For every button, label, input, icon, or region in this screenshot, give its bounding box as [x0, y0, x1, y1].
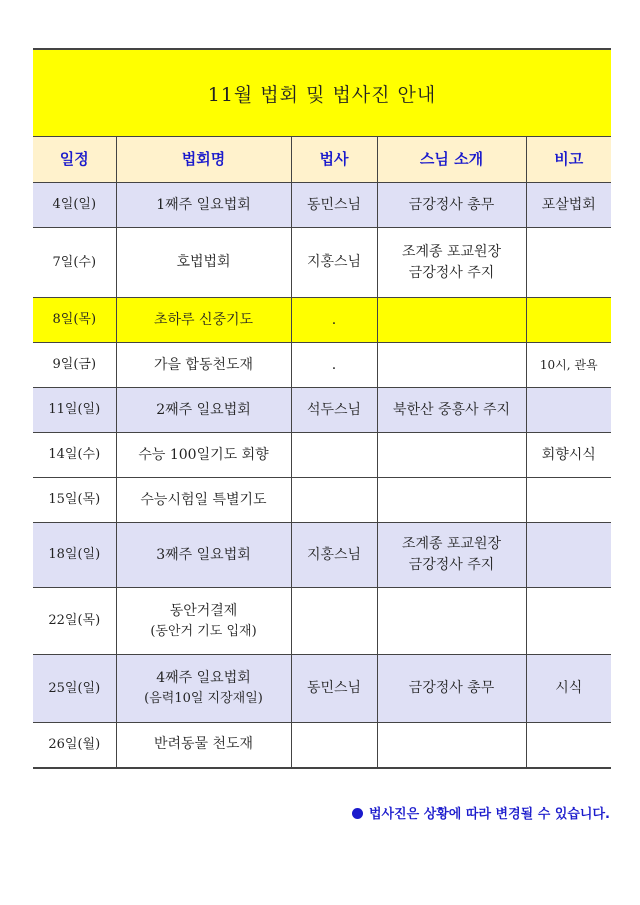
cell-event [116, 298, 291, 343]
cell-intro [377, 343, 526, 388]
cell-intro-text: 금강정사 총무 [408, 196, 495, 213]
cell-monk [291, 723, 377, 768]
cell-note [526, 183, 611, 228]
cell-event-text: 3째주 일요법회 [156, 546, 251, 563]
cell-intro [377, 433, 526, 478]
cell-date-text: 7일(수) [52, 254, 97, 270]
header-intro: 스님 소개 [377, 137, 526, 183]
cell-intro-text: 조계종 포교원장 [401, 243, 502, 260]
cell-intro [377, 183, 526, 228]
cell-intro [377, 655, 526, 723]
cell-note [526, 588, 611, 655]
cell-event [116, 655, 291, 723]
cell-event [116, 388, 291, 433]
cell-note [526, 388, 611, 433]
header-date: 일정 [33, 137, 116, 183]
cell-event-text: 호법법회 [176, 254, 231, 270]
cell-monk-text: 석두스님 [306, 401, 362, 418]
table-row [33, 655, 611, 723]
cell-note-text: 포살법회 [541, 196, 596, 213]
cell-date [33, 228, 116, 298]
cell-note [526, 298, 611, 343]
cell-date [33, 588, 116, 655]
cell-event-text: 4째주 일요법회 [156, 670, 251, 687]
table-row [33, 523, 611, 588]
cell-date-text: 26일(월) [48, 737, 101, 752]
cell-intro-text-2: 금강정사 주지 [408, 264, 495, 281]
cell-date-text: 15일(목) [48, 492, 101, 508]
cell-intro-text-2: 금강정사 주지 [408, 557, 495, 573]
table-row [33, 723, 611, 768]
cell-event [116, 723, 291, 768]
cell-event-text: 1째주 일요법회 [156, 196, 251, 213]
cell-intro [377, 723, 526, 768]
cell-event-text: 2째주 일요법회 [156, 401, 251, 418]
cell-monk [291, 588, 377, 655]
cell-note [526, 228, 611, 298]
header-monk: 법사 [291, 137, 377, 183]
cell-date [33, 298, 116, 343]
cell-monk-text: 동민스님 [306, 196, 362, 213]
cell-monk [291, 343, 377, 388]
cell-date [33, 478, 116, 523]
cell-date-text: 4일(일) [52, 197, 97, 213]
footnote [352, 803, 610, 822]
cell-date-text: 11일(일) [48, 402, 101, 418]
cell-event [116, 588, 291, 655]
cell-date-text: 14일(수) [48, 447, 101, 463]
cell-monk [291, 433, 377, 478]
table-row [33, 228, 611, 298]
cell-date [33, 723, 116, 768]
cell-note-text: 시식 [555, 680, 583, 696]
cell-note [526, 723, 611, 768]
cell-date [33, 433, 116, 478]
page-title: 11월 법회 및 법사진 안내 [33, 48, 611, 137]
table-row [33, 388, 611, 433]
cell-event-text: 가을 합동천도재 [153, 356, 254, 373]
cell-event-text: 초하루 신중기도 [153, 311, 254, 328]
cell-date [33, 343, 116, 388]
cell-note [526, 478, 611, 523]
table-row [33, 433, 611, 478]
cell-date [33, 655, 116, 723]
footnote-text: 법사진은 상황에 따라 변경될 수 있습니다. [368, 807, 610, 822]
cell-event-text: 수능 100일기도 회향 [138, 446, 269, 463]
cell-date [33, 523, 116, 588]
cell-date-text: 18일(일) [48, 547, 101, 563]
cell-event-text: 반려동물 천도재 [153, 736, 254, 753]
cell-date-text: 9일(금) [52, 357, 97, 373]
bullet-icon [352, 808, 363, 819]
cell-date-text: 25일(일) [48, 680, 101, 696]
cell-monk [291, 523, 377, 588]
cell-intro [377, 388, 526, 433]
cell-monk [291, 228, 377, 298]
cell-event-text-2: (동안거 기도 입재) [150, 623, 257, 639]
cell-intro [377, 228, 526, 298]
cell-event [116, 433, 291, 478]
cell-monk [291, 388, 377, 433]
cell-intro [377, 478, 526, 523]
cell-event [116, 183, 291, 228]
cell-event-text-2: (음력10일 지장재일) [144, 691, 263, 707]
table-header-row [33, 137, 611, 183]
cell-intro [377, 523, 526, 588]
header-event: 법회명 [116, 137, 291, 183]
cell-intro-text: 북한산 중흥사 주지 [392, 401, 511, 418]
cell-monk [291, 655, 377, 723]
cell-intro-text: 조계종 포교원장 [401, 536, 502, 552]
cell-event [116, 478, 291, 523]
cell-monk-text: . [331, 356, 337, 373]
cell-date-text: 22일(목) [48, 613, 101, 629]
cell-note-text: 10시, 관욕 [539, 358, 598, 372]
cell-date-text: 8일(목) [52, 312, 97, 328]
cell-monk-text: . [331, 311, 337, 328]
cell-note [526, 523, 611, 588]
cell-monk [291, 298, 377, 343]
cell-note [526, 343, 611, 388]
cell-event [116, 228, 291, 298]
schedule-table [33, 137, 611, 769]
table-row [33, 298, 611, 343]
schedule-container [33, 48, 611, 769]
cell-note [526, 433, 611, 478]
cell-monk [291, 183, 377, 228]
cell-monk-text: 지홍스님 [306, 254, 362, 270]
header-note: 비고 [526, 137, 611, 183]
cell-note-text: 회향시식 [541, 446, 596, 463]
table-row [33, 478, 611, 523]
cell-intro [377, 588, 526, 655]
cell-event [116, 523, 291, 588]
table-row [33, 343, 611, 388]
cell-event [116, 343, 291, 388]
table-row [33, 183, 611, 228]
cell-monk [291, 478, 377, 523]
cell-intro [377, 298, 526, 343]
cell-intro-text: 금강정사 총무 [408, 680, 495, 696]
cell-date [33, 388, 116, 433]
cell-date [33, 183, 116, 228]
cell-monk-text: 지홍스님 [306, 546, 362, 563]
cell-monk-text: 동민스님 [306, 680, 362, 696]
table-row [33, 588, 611, 655]
cell-event-text: 동안거결제 [169, 602, 238, 619]
cell-event-text: 수능시험일 특별기도 [140, 491, 267, 508]
cell-note [526, 655, 611, 723]
